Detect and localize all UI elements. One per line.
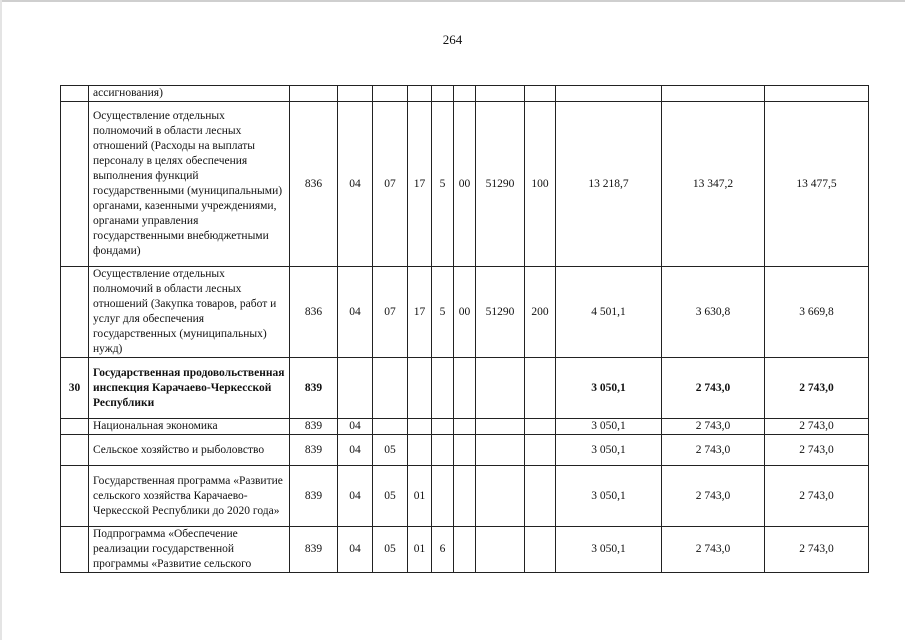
admin-code-cell: 836 [290, 102, 338, 267]
subprogram-code-cell: 5 [432, 102, 454, 267]
section-code-cell: 04 [338, 466, 373, 527]
expense-code-cell [476, 435, 525, 466]
sum-year1-cell: 3 050,1 [556, 435, 662, 466]
direction-code-cell [454, 358, 476, 419]
admin-code-cell: 839 [290, 466, 338, 527]
sum-year3-cell: 13 477,5 [765, 102, 869, 267]
subsection-code-cell: 05 [373, 466, 408, 527]
program-code-cell [408, 419, 432, 435]
item-name-cell: Государственная программа «Развитие сельского хозяйства Карачаево-Черкесской Республики до 2020 года» [89, 466, 290, 527]
subsection-code-cell: 07 [373, 102, 408, 267]
table-row [61, 102, 869, 267]
expense-type-cell [525, 419, 556, 435]
expense-type-cell: 200 [525, 267, 556, 358]
subprogram-code-cell: 5 [432, 267, 454, 358]
expense-code-cell [476, 358, 525, 419]
sum-year3-cell [765, 86, 869, 102]
subprogram-code-cell [432, 419, 454, 435]
program-code-cell: 17 [408, 102, 432, 267]
subsection-code-cell: 05 [373, 527, 408, 573]
sum-year1-cell [556, 86, 662, 102]
row-number-cell [61, 527, 89, 573]
item-name-cell: Осуществление отдельных полномочий в области лесных отношений (Закупка товаров, работ и услуг для обеспечения государственных (муниципальных) нужд) [89, 267, 290, 358]
expense-type-cell [525, 466, 556, 527]
table-row [61, 267, 869, 358]
subsection-code-cell: 07 [373, 267, 408, 358]
admin-code-cell: 839 [290, 358, 338, 419]
expense-code-cell [476, 419, 525, 435]
section-code-cell [338, 86, 373, 102]
sum-year1-cell: 3 050,1 [556, 419, 662, 435]
program-code-cell: 17 [408, 267, 432, 358]
row-number-cell [61, 466, 89, 527]
table-row [61, 435, 869, 466]
admin-code-cell: 839 [290, 419, 338, 435]
expense-type-cell [525, 86, 556, 102]
expense-code-cell [476, 86, 525, 102]
sum-year2-cell [662, 86, 765, 102]
table-row [61, 358, 869, 419]
subsection-code-cell: 05 [373, 435, 408, 466]
sum-year1-cell: 13 218,7 [556, 102, 662, 267]
expense-code-cell [476, 466, 525, 527]
direction-code-cell: 00 [454, 102, 476, 267]
section-code-cell: 04 [338, 435, 373, 466]
table-row [61, 86, 869, 102]
section-code-cell: 04 [338, 102, 373, 267]
section-code-cell: 04 [338, 527, 373, 573]
sum-year1-cell: 3 050,1 [556, 358, 662, 419]
sum-year2-cell: 2 743,0 [662, 435, 765, 466]
table-body [61, 86, 869, 573]
item-name-cell: Подпрограмма «Обеспечение реализации государственной программы «Развитие сельского [89, 527, 290, 573]
subsection-code-cell [373, 358, 408, 419]
row-number-cell: 30 [61, 358, 89, 419]
admin-code-cell: 839 [290, 435, 338, 466]
direction-code-cell [454, 527, 476, 573]
program-code-cell: 01 [408, 527, 432, 573]
direction-code-cell [454, 419, 476, 435]
expense-code-cell: 51290 [476, 267, 525, 358]
direction-code-cell [454, 435, 476, 466]
program-code-cell [408, 435, 432, 466]
program-code-cell [408, 358, 432, 419]
sum-year2-cell: 2 743,0 [662, 527, 765, 573]
expense-code-cell: 51290 [476, 102, 525, 267]
page-number: 264 [442, 32, 463, 47]
section-code-cell [338, 358, 373, 419]
table-row [61, 419, 869, 435]
sum-year2-cell: 2 743,0 [662, 466, 765, 527]
subprogram-code-cell [432, 466, 454, 527]
sum-year1-cell: 3 050,1 [556, 466, 662, 527]
row-number-cell [61, 435, 89, 466]
expense-type-cell [525, 358, 556, 419]
item-name-cell: Национальная экономика [89, 419, 290, 435]
table-row [61, 527, 869, 573]
item-name-cell: Сельское хозяйство и рыболовство [89, 435, 290, 466]
program-code-cell: 01 [408, 466, 432, 527]
expense-type-cell [525, 527, 556, 573]
sum-year3-cell: 2 743,0 [765, 419, 869, 435]
admin-code-cell: 836 [290, 267, 338, 358]
section-code-cell: 04 [338, 267, 373, 358]
budget-table [60, 85, 869, 573]
subprogram-code-cell [432, 358, 454, 419]
table-row [61, 466, 869, 527]
program-code-cell [408, 86, 432, 102]
subsection-code-cell [373, 419, 408, 435]
row-number-cell [61, 419, 89, 435]
sum-year3-cell: 2 743,0 [765, 358, 869, 419]
expense-code-cell [476, 527, 525, 573]
sum-year3-cell: 3 669,8 [765, 267, 869, 358]
item-name-cell: ассигнования) [89, 86, 290, 102]
item-name-cell: Государственная продовольственная инспекция Карачаево-Черкесской Республики [89, 358, 290, 419]
row-number-cell [61, 102, 89, 267]
section-code-cell: 04 [338, 419, 373, 435]
item-name-cell: Осуществление отдельных полномочий в области лесных отношений (Расходы на выплаты персоналу в целях обеспечения выполнения функций государственными (муниципальными) органами, казенными учреждениями, органами управления государственными внебюджетными фондами) [89, 102, 290, 267]
scan-edge-left [0, 0, 2, 640]
sum-year3-cell: 2 743,0 [765, 466, 869, 527]
direction-code-cell [454, 466, 476, 527]
sum-year3-cell: 2 743,0 [765, 527, 869, 573]
admin-code-cell [290, 86, 338, 102]
sum-year1-cell: 3 050,1 [556, 527, 662, 573]
direction-code-cell: 00 [454, 267, 476, 358]
sum-year3-cell: 2 743,0 [765, 435, 869, 466]
direction-code-cell [454, 86, 476, 102]
sum-year2-cell: 2 743,0 [662, 358, 765, 419]
sum-year1-cell: 4 501,1 [556, 267, 662, 358]
row-number-cell [61, 86, 89, 102]
sum-year2-cell: 3 630,8 [662, 267, 765, 358]
admin-code-cell: 839 [290, 527, 338, 573]
scan-edge-top [0, 0, 905, 2]
expense-type-cell [525, 435, 556, 466]
sum-year2-cell: 2 743,0 [662, 419, 765, 435]
subprogram-code-cell [432, 86, 454, 102]
subsection-code-cell [373, 86, 408, 102]
sum-year2-cell: 13 347,2 [662, 102, 765, 267]
row-number-cell [61, 267, 89, 358]
expense-type-cell: 100 [525, 102, 556, 267]
subprogram-code-cell: 6 [432, 527, 454, 573]
subprogram-code-cell [432, 435, 454, 466]
